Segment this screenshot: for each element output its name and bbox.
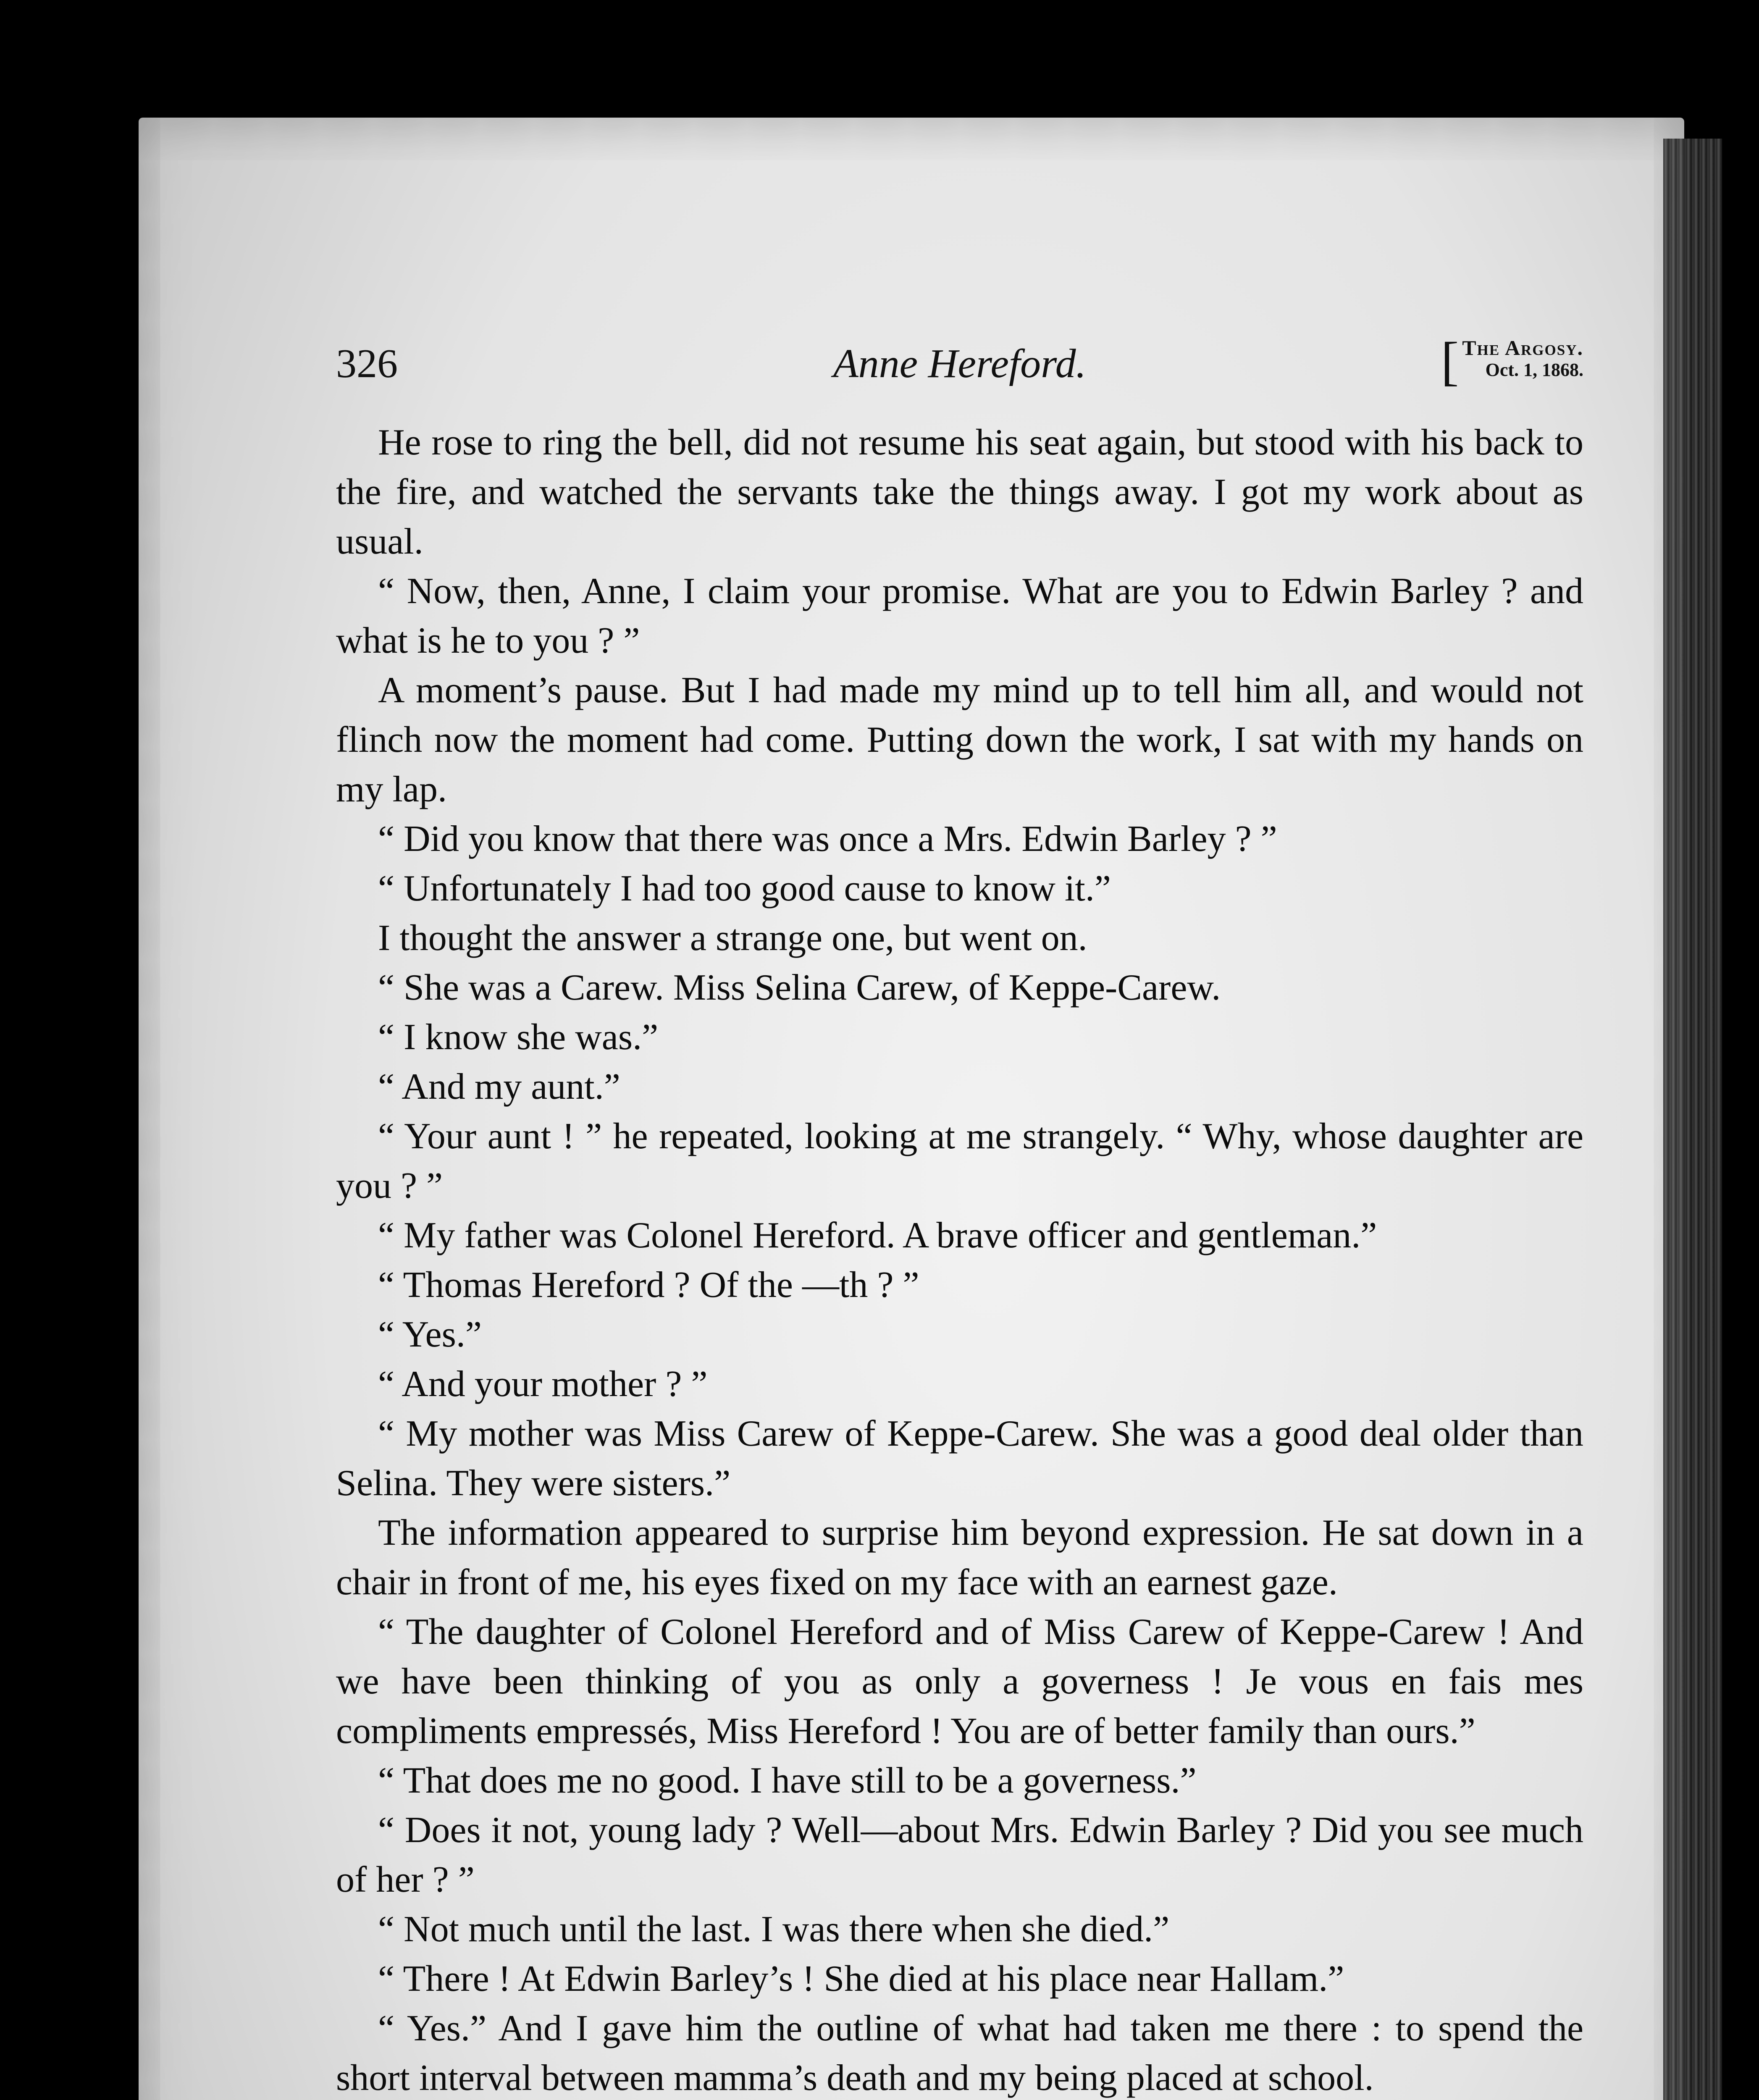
paragraph: “ Did you know that there was once a Mrs. Edwin Barley ? ” bbox=[378, 819, 1277, 859]
paragraph: “ I know she was.” bbox=[378, 1017, 659, 1058]
bracket-glyph: [ bbox=[1441, 331, 1459, 391]
issue-date: Oct. 1, 1868. bbox=[1485, 360, 1583, 380]
paragraph: “ And your mother ? ” bbox=[378, 1364, 708, 1404]
paragraph: “ My mother was Miss Carew of Keppe-Carew. She was a good deal older than Selina. They were sisters.” bbox=[336, 1413, 1583, 1504]
running-head bbox=[336, 331, 1583, 395]
issue-lines bbox=[1462, 336, 1583, 381]
paragraph: A moment’s pause. But I had made my mind up to tell him all, and would not flinch now the moment had come. Putting down the work, I sat with my hands on my lap. bbox=[336, 670, 1583, 810]
paragraph: “ My father was Colonel Hereford. A brave officer and gentleman.” bbox=[378, 1215, 1377, 1256]
paragraph: “ Does it not, young lady ? Well—about Mrs. Edwin Barley ? Did you see much of her ? ” bbox=[336, 1810, 1583, 1900]
paragraph: “ Now, then, Anne, I claim your promise. What are you to Edwin Barley ? and what is he to you ? ” bbox=[336, 571, 1583, 661]
body-text bbox=[336, 418, 1583, 2100]
paragraph: “ Yes.” bbox=[378, 1314, 482, 1355]
paragraph: He rose to ring the bell, did not resume his seat again, but stood with his back to the fire, and watched the servants take the things away. I got my work about as usual. bbox=[336, 422, 1583, 562]
paragraph: “ Thomas Hereford ? Of the —th ? ” bbox=[378, 1265, 919, 1305]
paragraph: “ Your aunt ! ” he repeated, looking at me strangely. “ Why, whose daughter are you ? ” bbox=[336, 1116, 1583, 1206]
running-title: Anne Hereford. bbox=[833, 341, 1087, 386]
issue-name: The Argosy. bbox=[1462, 336, 1583, 360]
page-number: 326 bbox=[336, 341, 398, 386]
paragraph: “ Not much until the last. I was there when she died.” bbox=[378, 1909, 1170, 1950]
page-edges bbox=[1663, 139, 1722, 2100]
paragraph: “ Unfortunately I had too good cause to know it.” bbox=[378, 868, 1111, 909]
paragraph: “ She was a Carew. Miss Selina Carew, of Keppe-Carew. bbox=[378, 967, 1221, 1008]
paragraph: The information appeared to surprise him beyond expression. He sat down in a chair in front of me, his eyes fixed on my face with an earnest gaze. bbox=[336, 1512, 1583, 1603]
issue-reference bbox=[1441, 331, 1583, 391]
paragraph: “ There ! At Edwin Barley’s ! She died at his place near Hallam.” bbox=[378, 1958, 1344, 1999]
paragraph: I thought the answer a strange one, but went on. bbox=[378, 918, 1087, 958]
paragraph: “ That does me no good. I have still to be a governess.” bbox=[378, 1760, 1197, 1801]
paragraph: “ And my aunt.” bbox=[378, 1066, 620, 1107]
paragraph: “ The daughter of Colonel Hereford and of Miss Carew of Keppe-Carew ! And we have been thinking of you as only a governess ! Je vous en fais mes compliments empressés, Miss Hereford ! You are of better family than ours.” bbox=[336, 1612, 1583, 1751]
paragraph: “ Yes.” And I gave him the outline of what had taken me there : to spend the short interval between mamma’s death and my being placed at school. bbox=[336, 2008, 1583, 2098]
